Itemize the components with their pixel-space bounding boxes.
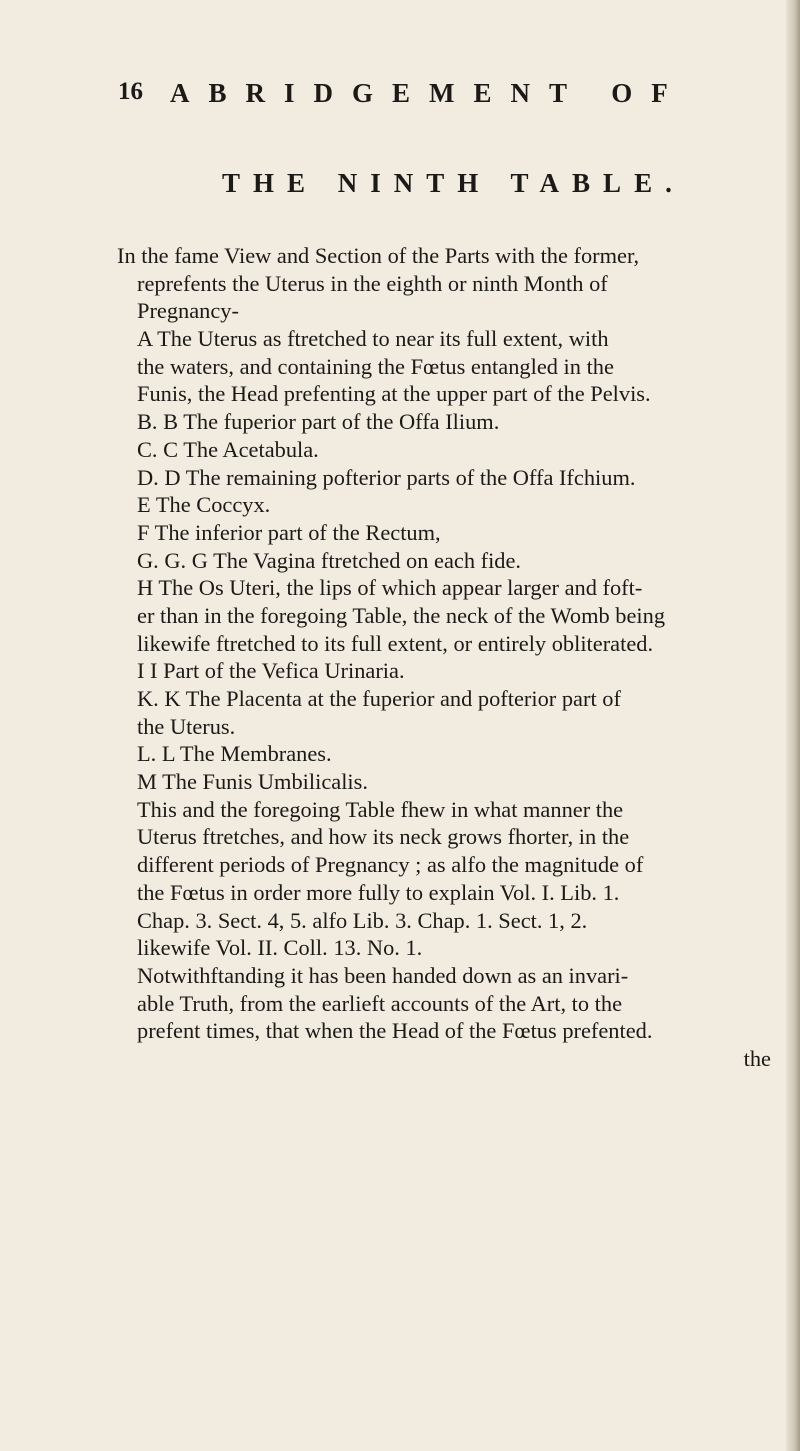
running-title: ABRIDGEMENT OF bbox=[170, 78, 687, 108]
text-line: able Truth, from the earlieft accounts of the Art, to the bbox=[137, 990, 623, 1016]
text-line: likewife ftretched to its full extent, or entirely obliterated. bbox=[137, 630, 654, 656]
text-line: Pregnancy- bbox=[137, 298, 239, 324]
section-title: THE NINTH TABLE. bbox=[222, 168, 685, 198]
page-edge bbox=[786, 0, 800, 1451]
text-line: I I Part of the Vefica Urinaria. bbox=[137, 658, 405, 684]
body-text bbox=[117, 242, 775, 1073]
text-line: H The Os Uteri, the lips of which appear larger and foft- bbox=[137, 575, 643, 601]
page-header bbox=[118, 78, 687, 118]
text-line: M The Funis Umbilicalis. bbox=[137, 769, 368, 795]
text-line: L. L The Membranes. bbox=[137, 741, 332, 767]
text-line: C. C The Acetabula. bbox=[137, 436, 319, 462]
text-line: er than in the foregoing Table, the neck of the Womb being bbox=[137, 602, 666, 628]
text-line: Chap. 3. Sect. 4, 5. alfo Lib. 3. Chap. 1. Sect. 1, 2. bbox=[137, 907, 588, 933]
text-line: the waters, and containing the Fœtus entangled in the bbox=[137, 353, 614, 379]
text-line: F The inferior part of the Rectum, bbox=[137, 519, 441, 545]
text-line: Funis, the Head prefenting at the upper part of the Pelvis. bbox=[137, 381, 651, 407]
text-line: the Fœtus in order more fully to explain Vol. I. Lib. 1. bbox=[137, 879, 620, 905]
text-line: In the fame View and Section of the Parts with the former, bbox=[117, 243, 640, 268]
text-line: E The Coccyx. bbox=[137, 492, 271, 518]
text-line: the bbox=[743, 1045, 771, 1071]
text-line: the Uterus. bbox=[137, 713, 236, 739]
text-line: prefent times, that when the Head of the Fœtus prefented. bbox=[137, 1018, 653, 1044]
text-line: Notwithftanding it has been handed down as an invari- bbox=[137, 962, 629, 988]
text-line: Uterus ftretches, and how its neck grows fhorter, in the bbox=[137, 824, 630, 850]
text-line: different periods of Pregnancy ; as alfo the magnitude of bbox=[137, 852, 644, 878]
text-line: A The Uterus as ftretched to near its full extent, with bbox=[137, 326, 609, 352]
page-number: 16 bbox=[118, 78, 143, 105]
text-line: reprefents the Uterus in the eighth or ninth Month of bbox=[137, 270, 608, 296]
text-line: K. K The Placenta at the fuperior and pofterior part of bbox=[137, 686, 621, 711]
text-line: B. B The fuperior part of the Offa Ilium. bbox=[137, 409, 500, 435]
text-line: This and the foregoing Table fhew in what manner the bbox=[137, 796, 624, 822]
text-line: likewife Vol. II. Coll. 13. No. 1. bbox=[137, 935, 423, 961]
text-line: G. G. G The Vagina ftretched on each fide. bbox=[137, 547, 522, 573]
text-line: D. D The remaining pofterior parts of the Offa Ifchium. bbox=[137, 464, 636, 490]
